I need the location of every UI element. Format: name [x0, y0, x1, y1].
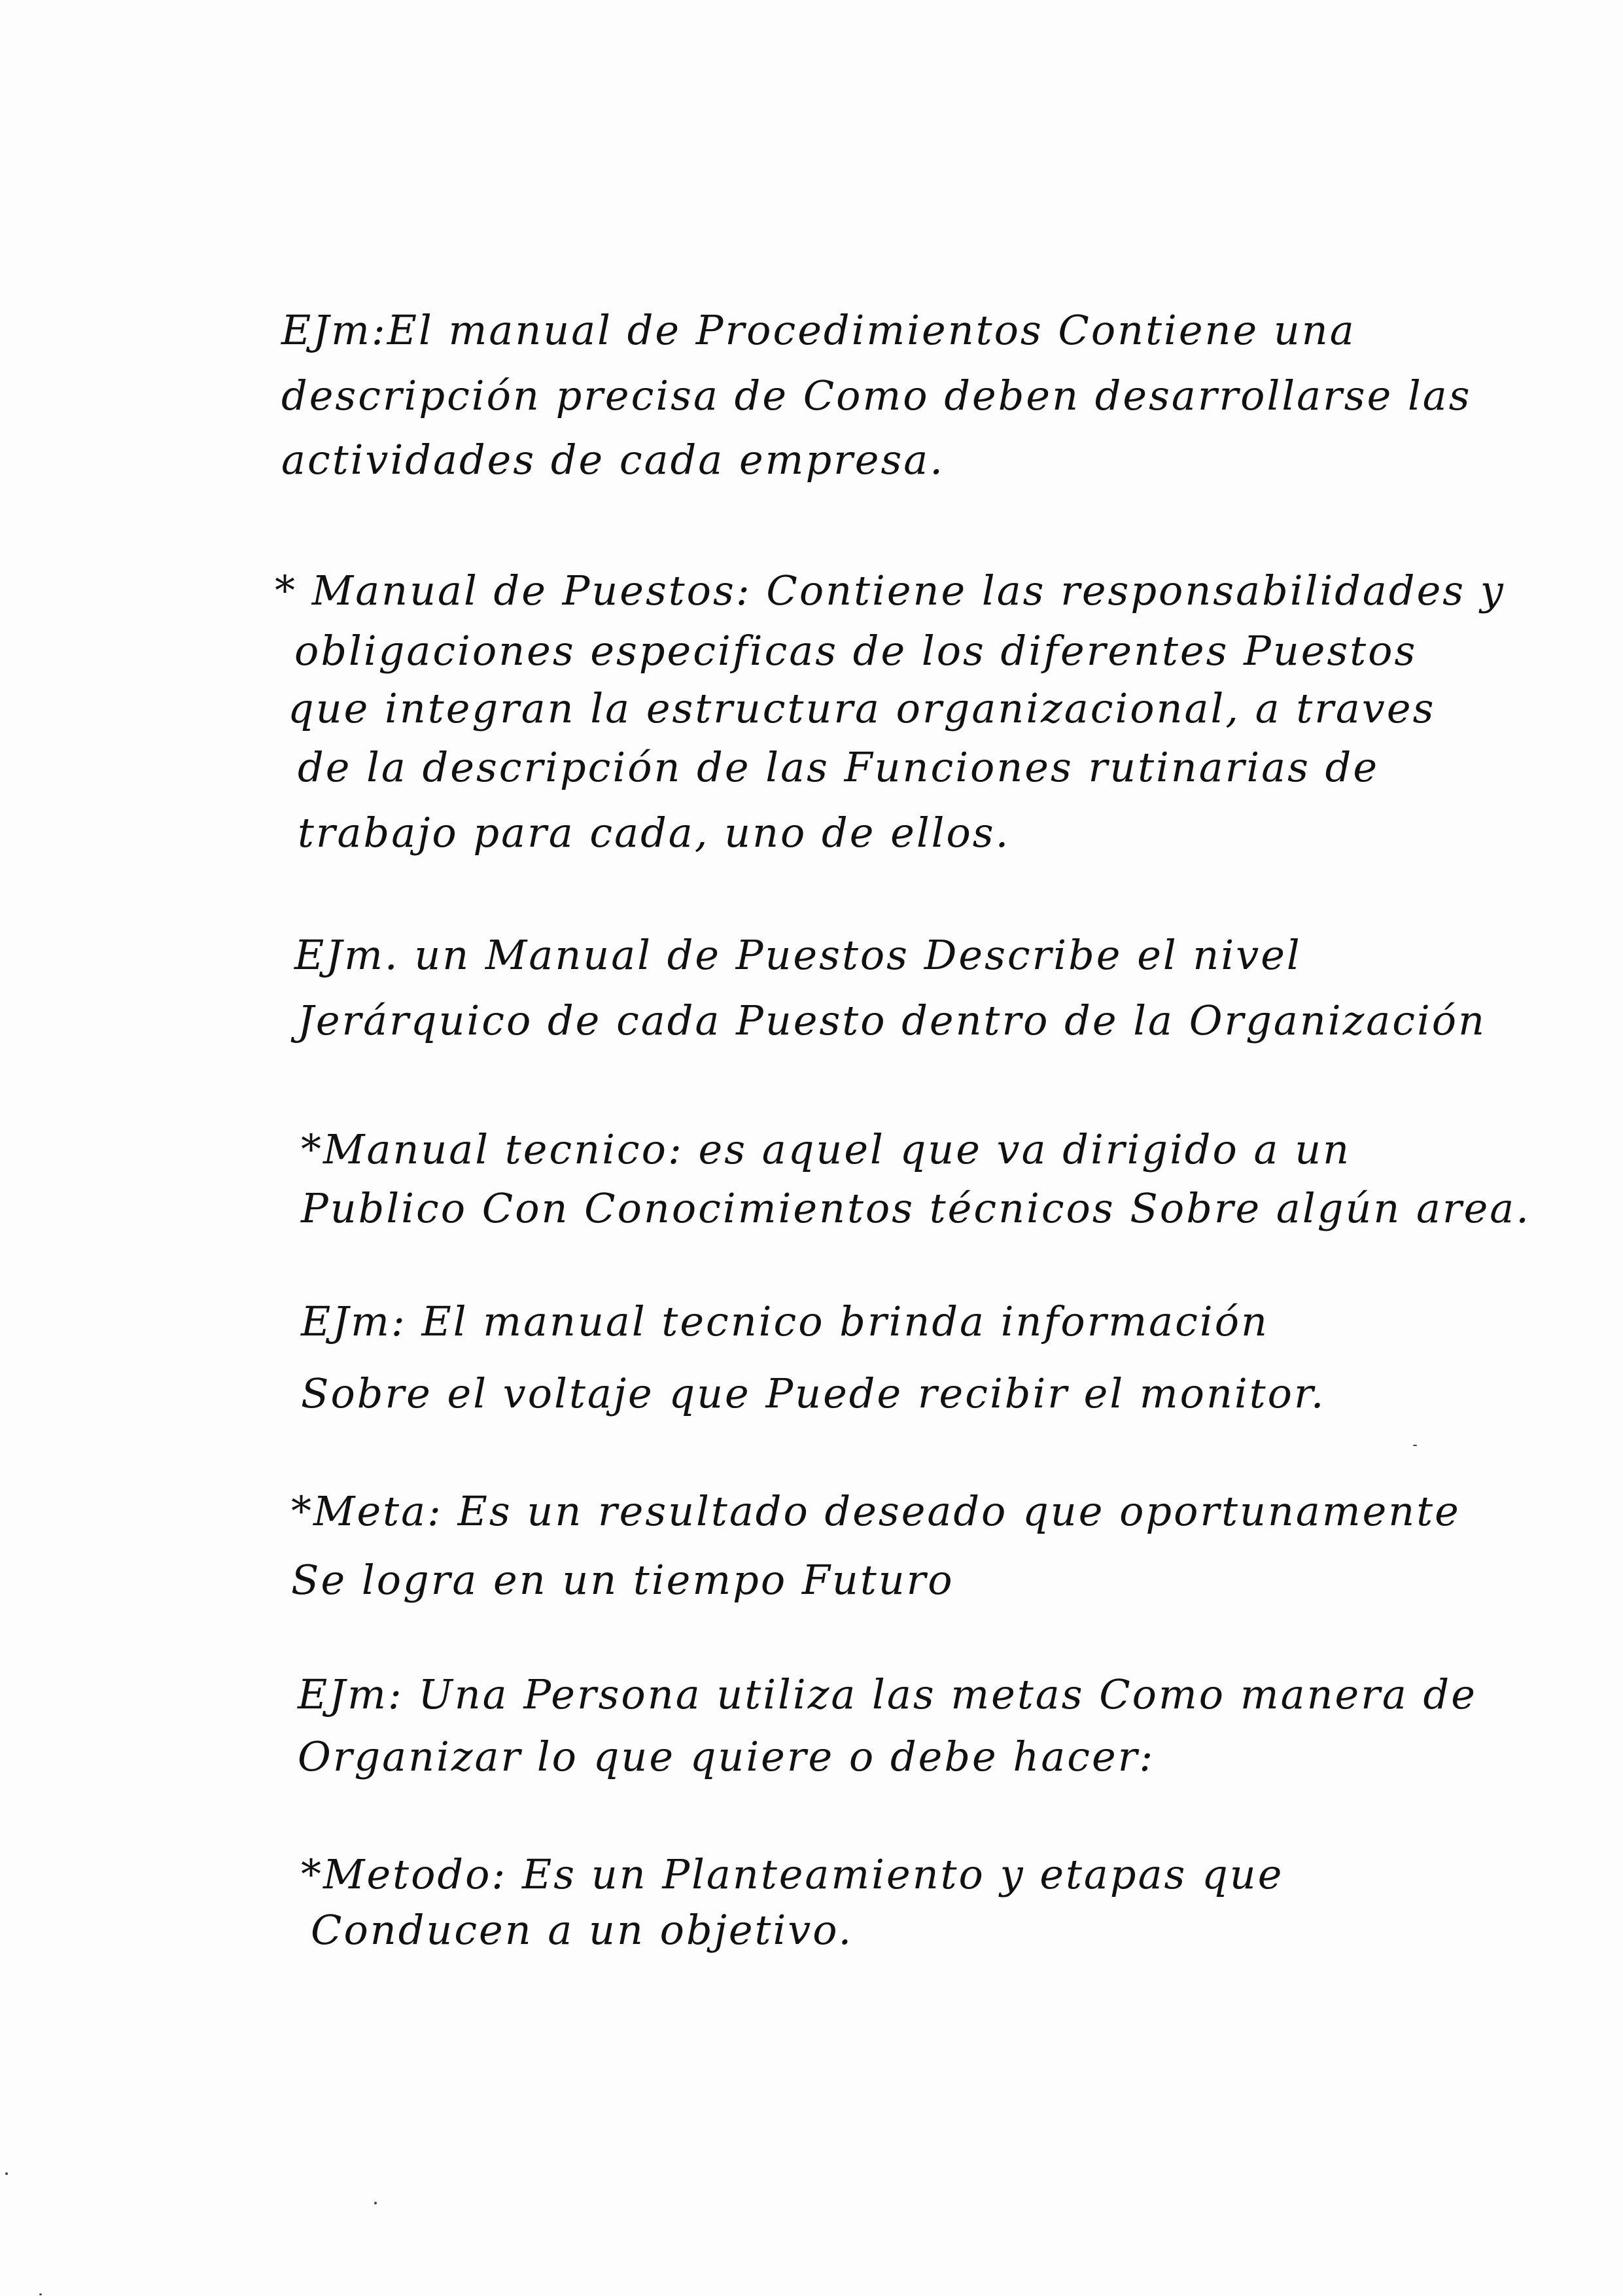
handwritten-line: Organizar lo que quiere o debe hacer:: [298, 1733, 1155, 1780]
handwritten-line: EJm:El manual de Procedimientos Contiene una: [281, 306, 1356, 354]
handwritten-line: Publico Con Conocimientos técnicos Sobre algún area.: [301, 1184, 1531, 1232]
scan-speck: [39, 2293, 42, 2295]
handwritten-line: de la descripción de las Funciones rutinarias de: [298, 743, 1380, 791]
handwritten-line: actividades de cada empresa.: [281, 436, 945, 484]
handwritten-line: *Manual tecnico: es aquel que va dirigido a un: [301, 1125, 1352, 1173]
handwritten-line: Se logra en un tiempo Futuro: [291, 1556, 954, 1604]
scan-speck: [1413, 1445, 1417, 1446]
handwritten-line: obligaciones especificas de los diferentes Puestos: [294, 627, 1418, 675]
handwritten-line: *Metodo: Es un Planteamiento y etapas que: [301, 1850, 1284, 1898]
handwritten-line: * Manual de Puestos: Contiene las responsabilidades y: [275, 567, 1505, 614]
handwritten-line: que integran la estructura organizacional, a traves: [288, 684, 1436, 732]
scan-speck: [374, 2202, 377, 2204]
handwritten-line: EJm. un Manual de Puestos Describe el nivel: [294, 931, 1302, 979]
handwritten-line: descripción precisa de Como deben desarrollarse las: [281, 372, 1472, 419]
handwritten-line: *Meta: Es un resultado deseado que oportunamente: [291, 1487, 1461, 1535]
handwritten-line: EJm: Una Persona utiliza las metas Como manera de: [298, 1670, 1477, 1718]
handwritten-line: EJm: El manual tecnico brinda información: [301, 1298, 1269, 1345]
scan-speck: [5, 2172, 8, 2175]
handwritten-line: Sobre el voltaje que Puede recibir el monitor.: [301, 1369, 1326, 1417]
handwritten-line: trabajo para cada, uno de ellos.: [298, 809, 1011, 857]
handwritten-line: Jerárquico de cada Puesto dentro de la Organización: [298, 997, 1487, 1044]
handwritten-line: Conducen a un objetivo.: [311, 1906, 854, 1954]
